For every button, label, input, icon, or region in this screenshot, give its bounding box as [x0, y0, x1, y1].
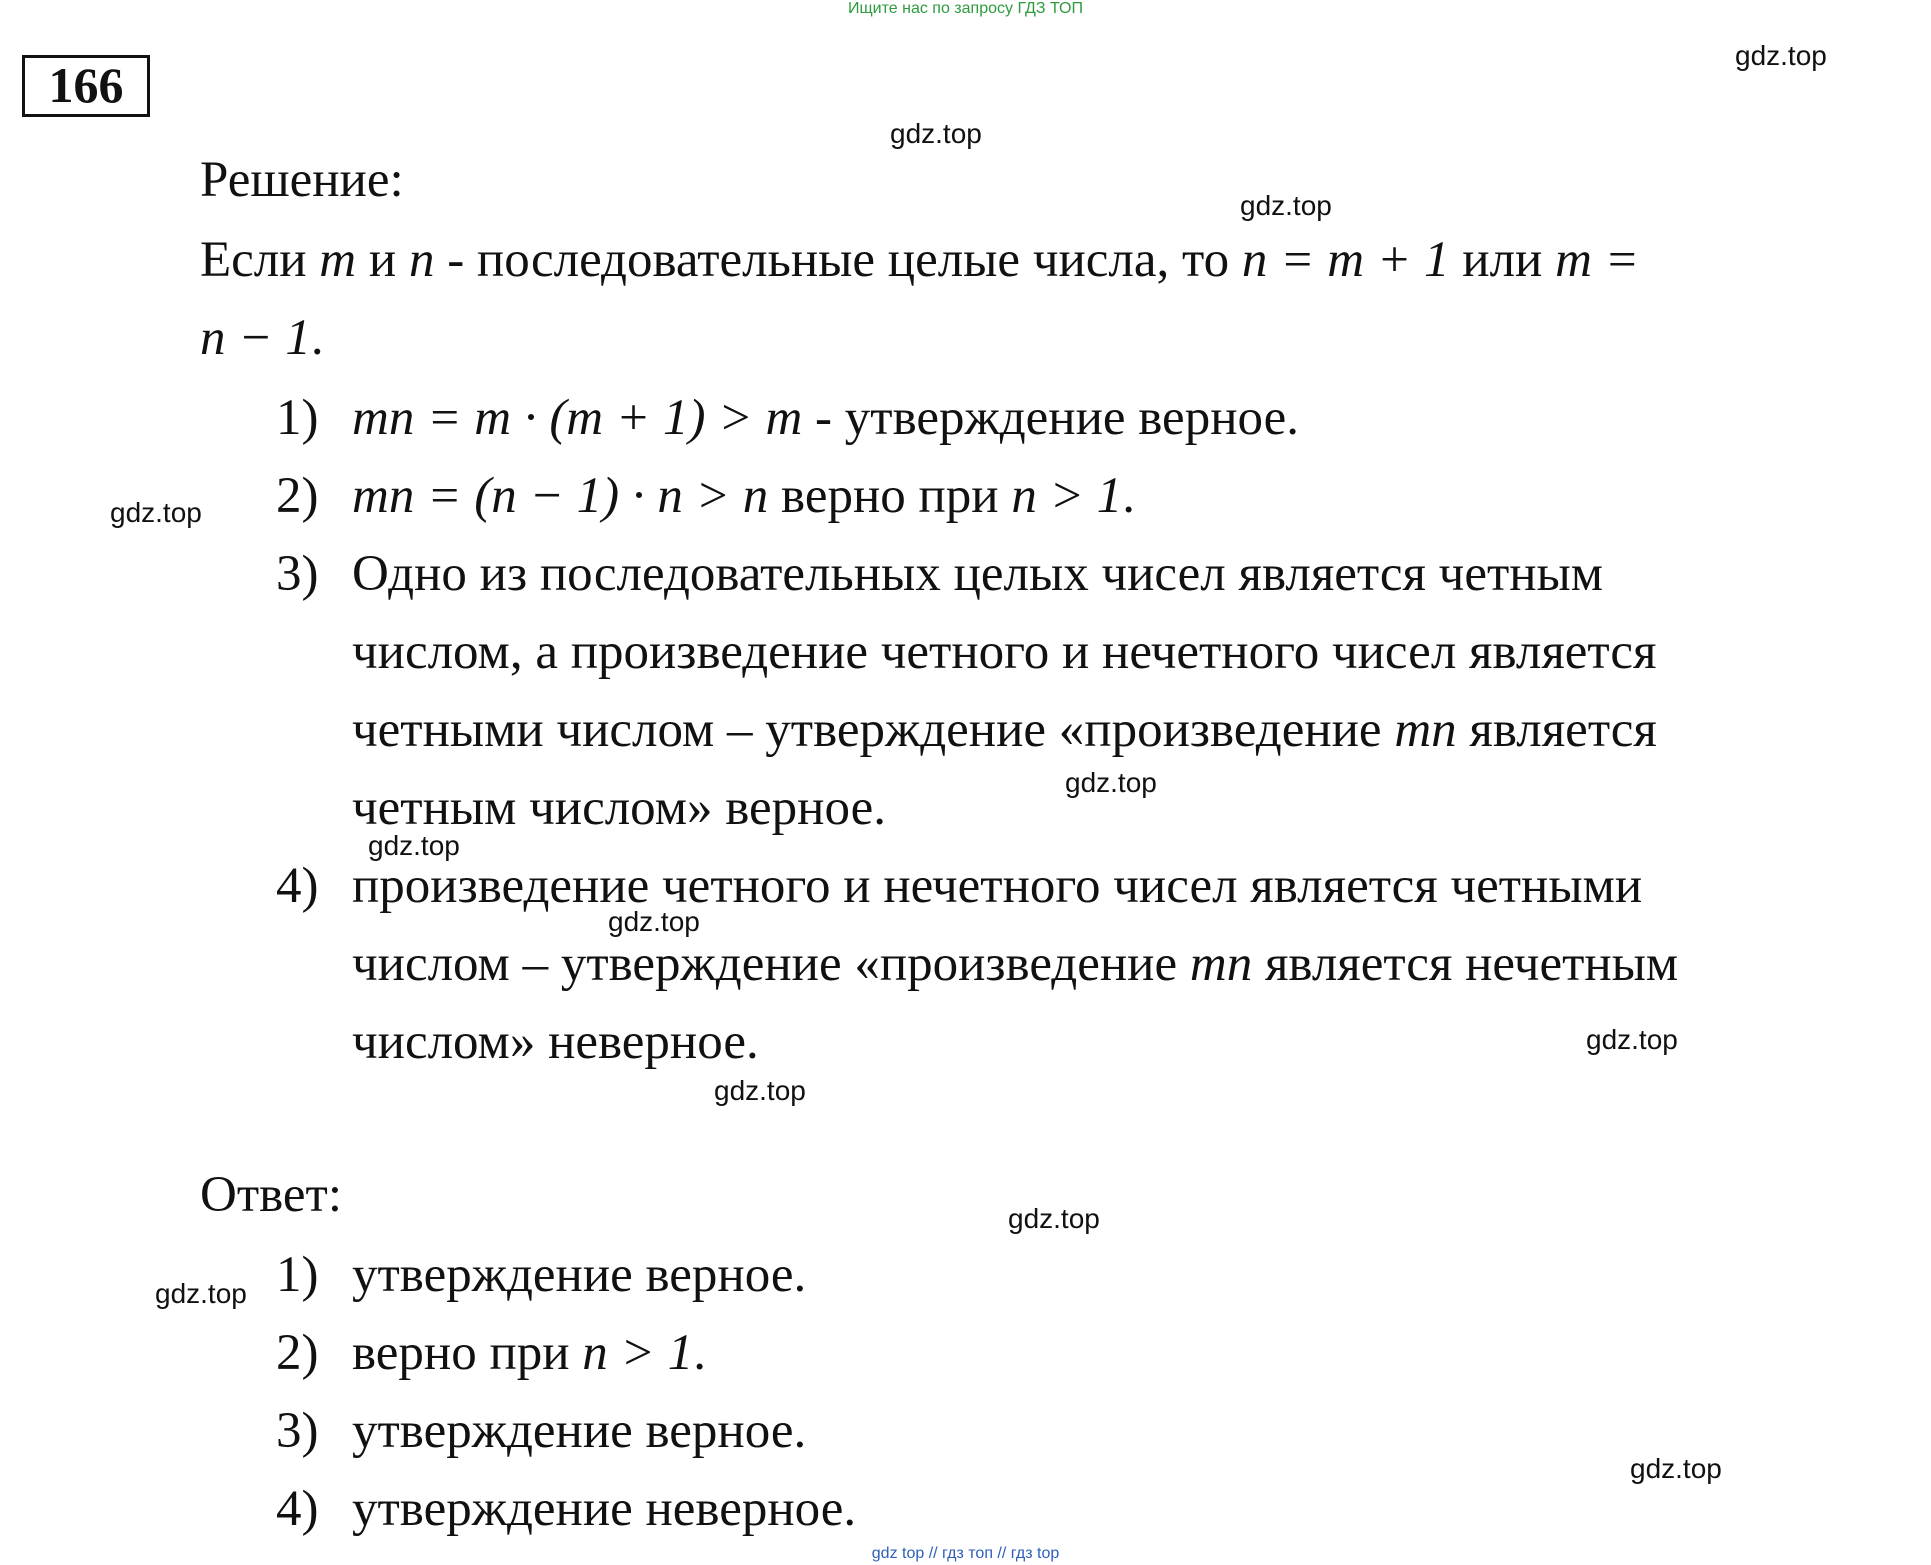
- watermark: gdz.top: [110, 497, 202, 528]
- solution-item-3-line3: четными числом – утверждение «произведение mn является: [352, 702, 1657, 758]
- answer-item-3: утверждение верное.: [352, 1403, 807, 1459]
- watermark: gdz.top: [1008, 1203, 1100, 1234]
- solution-item-2: mn = (n − 1) · n > n верно при n > 1.: [352, 468, 1136, 524]
- solution-item-3-line1: Одно из последовательных целых чисел является четным: [352, 546, 1604, 602]
- solution-item-3-line4: четным числом» верное.: [352, 780, 886, 836]
- solution-item-4-line3: числом» неверное.: [352, 1014, 759, 1070]
- solution-item-3-line2: числом, а произведение четного и нечетного чисел является: [352, 624, 1657, 680]
- answer-item-1: утверждение верное.: [352, 1247, 807, 1303]
- watermark: gdz.top: [1735, 40, 1827, 71]
- watermark: gdz.top: [714, 1075, 806, 1106]
- watermark: gdz.top: [608, 906, 700, 937]
- solution-intro-line2: n − 1.: [200, 310, 324, 366]
- footer: gdz top // гдз топ // гдз top: [871, 1545, 1060, 1562]
- answer-heading: Ответ:: [200, 1167, 342, 1223]
- solution-item-4-line1: произведение четного и нечетного чисел является четными: [352, 858, 1643, 914]
- item-number: 1): [276, 1247, 319, 1303]
- item-number: 2): [276, 1325, 319, 1381]
- item-number: 1): [276, 390, 319, 446]
- item-number: 3): [276, 1403, 319, 1459]
- item-number: 4): [276, 1481, 319, 1537]
- item-number: 4): [276, 858, 319, 914]
- item-number: 3): [276, 546, 319, 602]
- watermark: gdz.top: [1630, 1453, 1722, 1484]
- watermark: gdz.top: [1240, 190, 1332, 221]
- solution-heading: Решение:: [200, 152, 404, 208]
- solution-item-1: mn = m · (m + 1) > m - утверждение верное.: [352, 390, 1299, 446]
- watermark: gdz.top: [1065, 767, 1157, 798]
- solution-intro-line1: Если m и n - последовательные целые числа, то n = m + 1 или m =: [200, 232, 1640, 288]
- watermark: gdz.top: [368, 830, 460, 861]
- problem-number: 166: [22, 55, 150, 117]
- solution-item-4-line2: числом – утверждение «произведение mn является нечетным: [352, 936, 1679, 992]
- item-number: 2): [276, 468, 319, 524]
- answer-item-4: утверждение неверное.: [352, 1481, 857, 1537]
- watermark: gdz.top: [1586, 1024, 1678, 1055]
- watermark: gdz.top: [155, 1278, 247, 1309]
- top-banner: Ищите нас по запросу ГДЗ ТОП: [848, 0, 1083, 17]
- answer-item-2: верно при n > 1.: [352, 1325, 706, 1381]
- watermark: gdz.top: [890, 118, 982, 149]
